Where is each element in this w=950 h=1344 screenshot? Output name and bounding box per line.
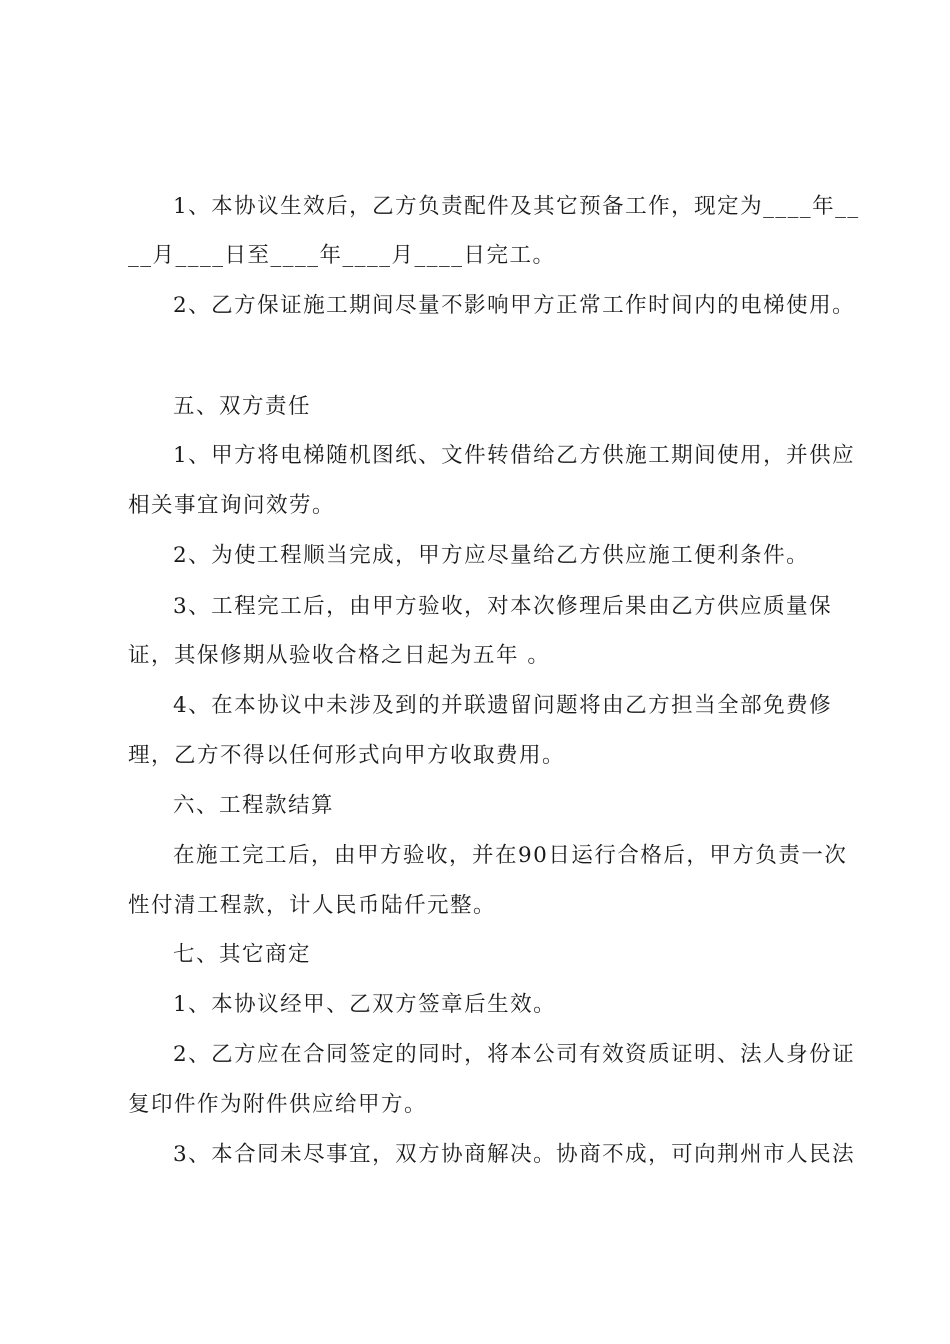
text-line-16: 1、本协议经甲、乙双方签章后生效。 [173,992,557,1017]
text-line-10: 4、在本协议中未涉及到的并联遗留问题将由乙方担当全部免费修 [173,693,833,718]
section-heading-7: 七、其它商定 [173,942,312,967]
text-line-6: 相关事宜询问效劳。 [128,493,336,518]
text-line-13: 在施工完工后，由甲方验收，并在90日运行合格后，甲方负责一次 [173,843,848,868]
text-line-7: 2、为使工程顺当完成，甲方应尽量给乙方供应施工便利条件。 [173,543,810,568]
text-line-8: 3、工程完工后，由甲方验收，对本次修理后果由乙方供应质量保 [173,594,833,619]
section-heading-5: 五、双方责任 [173,394,312,419]
section-heading-6: 六、工程款结算 [173,793,335,818]
text-line-5: 1、甲方将电梯随机图纸、文件转借给乙方供施工期间使用，并供应 [173,443,856,468]
text-line-14: 性付清工程款，计人民币陆仟元整。 [128,893,497,918]
text-line-18: 复印件作为附件供应给甲方。 [128,1092,428,1117]
text-line-19: 3、本合同未尽事宜，双方协商解决。协商不成，可向荆州市人民法 [173,1142,856,1167]
text-line-3: 2、乙方保证施工期间尽量不影响甲方正常工作时间内的电梯使用。 [173,293,856,318]
text-line-11: 理，乙方不得以任何形式向甲方收取费用。 [128,743,566,768]
text-line-17: 2、乙方应在合同签定的同时，将本公司有效资质证明、法人身份证 [173,1042,856,1067]
text-line-1: 1、本协议生效后，乙方负责配件及其它预备工作，现定为____年__ [173,194,860,219]
text-line-2: __月____日至____年____月____日完工。 [128,243,556,268]
text-line-9: 证，其保修期从验收合格之日起为五年 。 [128,643,551,668]
